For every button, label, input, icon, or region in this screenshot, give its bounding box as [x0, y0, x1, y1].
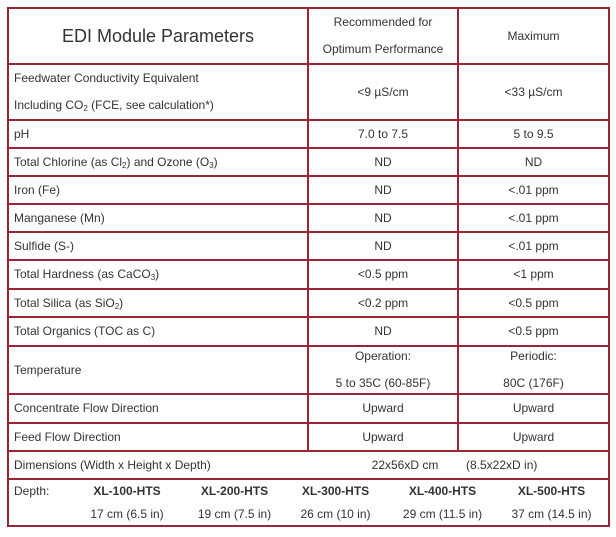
ph-maximum: 5 to 9.5 — [458, 120, 609, 148]
silica-recommended: <0.2 ppm — [308, 289, 458, 317]
silica-maximum: <0.5 ppm — [458, 289, 609, 317]
header-row — [8, 8, 609, 64]
table-row-hardness — [8, 260, 609, 289]
fce-label-line1: Feedwater Conductivity Equivalent — [14, 71, 199, 85]
model-depth: 17 cm (6.5 in) — [90, 506, 164, 521]
organics-recommended: ND — [308, 317, 458, 346]
iron-recommended: ND — [308, 176, 458, 204]
dimensions-line — [14, 458, 603, 473]
organics-maximum: <0.5 ppm — [458, 317, 609, 346]
temperature-label: Temperature — [8, 346, 308, 394]
model-name: XL-300-HTS — [301, 483, 370, 498]
chlorine-recommended: ND — [308, 148, 458, 176]
model-name: XL-400-HTS — [408, 483, 477, 498]
recommended-header-line1: Recommended for — [333, 15, 433, 29]
fce-label-line2 — [14, 98, 302, 113]
model-depth: 19 cm (7.5 in) — [197, 506, 272, 521]
table-row-ph — [8, 120, 609, 148]
table-row-temperature — [8, 346, 609, 394]
recommended-header — [308, 8, 458, 64]
sulfide-label: Sulfide (S-) — [8, 232, 308, 260]
hardness-label — [8, 260, 308, 289]
edi-parameters-table — [7, 7, 610, 527]
chlorine-maximum: ND — [458, 148, 609, 176]
ph-recommended: 7.0 to 7.5 — [308, 120, 458, 148]
iron-label: Iron (Fe) — [8, 176, 308, 204]
table-row-chlorine — [8, 148, 609, 176]
hardness-recommended: <0.5 ppm — [308, 260, 458, 289]
table-row-organics — [8, 317, 609, 346]
model-name: XL-500-HTS — [517, 483, 586, 498]
temperature-maximum — [458, 346, 609, 394]
model-name: XL-100-HTS — [93, 483, 161, 498]
chlorine-label-a: Total Chlorine (as Cl — [14, 154, 123, 169]
chlorine-label-b: ) and Ozone (O — [126, 154, 210, 169]
feed-maximum: Upward — [458, 423, 609, 451]
dimensions-metric: 22x56xD cm — [371, 457, 439, 472]
fce-label-note: (FCE, see calculation*) — [87, 98, 214, 112]
fce-label-text: Including CO — [14, 98, 84, 112]
table-row-dimensions — [8, 451, 609, 479]
depth-label: Depth: — [14, 483, 50, 498]
table-title: EDI Module Parameters — [8, 8, 308, 64]
concentrate-label: Concentrate Flow Direction — [8, 394, 308, 423]
ph-label: pH — [8, 120, 308, 148]
table-row-sulfide — [8, 232, 609, 260]
fce-label — [8, 64, 308, 120]
table-row-depth — [8, 479, 609, 526]
fce-maximum: <33 µS/cm — [458, 64, 609, 120]
depth-grid — [14, 484, 603, 522]
depth-spacer — [14, 507, 71, 522]
table-row-concentrate — [8, 394, 609, 423]
manganese-label: Manganese (Mn) — [8, 204, 308, 232]
temperature-operation-label: Operation: — [354, 349, 412, 363]
table-row-silica — [8, 289, 609, 317]
concentrate-maximum: Upward — [458, 394, 609, 423]
iron-maximum: <.01 ppm — [458, 176, 609, 204]
model-name: XL-200-HTS — [200, 483, 269, 498]
fce-recommended: <9 µS/cm — [308, 64, 458, 120]
silica-label-text: Total Silica (as SiO — [14, 295, 115, 310]
maximum-header: Maximum — [458, 8, 609, 64]
sulfide-maximum: <.01 ppm — [458, 232, 609, 260]
silica-label — [8, 289, 308, 317]
caco3-subscript: 3 — [150, 273, 156, 282]
silica-label-close: ) — [119, 295, 124, 310]
table-row-manganese — [8, 204, 609, 232]
model-depth: 37 cm (14.5 in) — [511, 506, 592, 521]
manganese-maximum: <.01 ppm — [458, 204, 609, 232]
dimensions-imperial: (8.5x22xD in) — [466, 457, 538, 472]
table-row-iron — [8, 176, 609, 204]
model-depth: 26 cm (10 in) — [300, 506, 371, 521]
hardness-label-text: Total Hardness (as CaCO — [14, 267, 151, 281]
temperature-periodic-label: Periodic: — [510, 349, 557, 363]
hardness-maximum: <1 ppm — [458, 260, 609, 289]
table-row-fce — [8, 64, 609, 120]
temperature-operation-range: 5 to 35C (60-85F) — [335, 376, 431, 390]
o3-subscript: 3 — [209, 160, 214, 170]
table-row-feed — [8, 423, 609, 451]
sulfide-recommended: ND — [308, 232, 458, 260]
concentrate-recommended: Upward — [308, 394, 458, 423]
temperature-recommended — [308, 346, 458, 394]
organics-label: Total Organics (TOC as C) — [8, 317, 308, 346]
dimensions-cell — [8, 451, 609, 479]
co2-subscript: 2 — [83, 104, 88, 113]
sio2-subscript: 2 — [114, 301, 120, 311]
hardness-label-close: ) — [155, 267, 160, 281]
chlorine-label — [8, 148, 308, 176]
chlorine-label-c: ) — [213, 154, 218, 169]
model-depth: 29 cm (11.5 in) — [402, 506, 483, 521]
temperature-periodic-value: 80C (176F) — [503, 376, 564, 390]
feed-label: Feed Flow Direction — [8, 423, 308, 451]
recommended-header-line2: Optimum Performance — [322, 42, 444, 56]
dimensions-label: Dimensions (Width x Height x Depth) — [14, 457, 211, 472]
manganese-recommended: ND — [308, 204, 458, 232]
cl2-subscript: 2 — [122, 160, 127, 170]
feed-recommended: Upward — [308, 423, 458, 451]
depth-cell — [8, 479, 609, 526]
